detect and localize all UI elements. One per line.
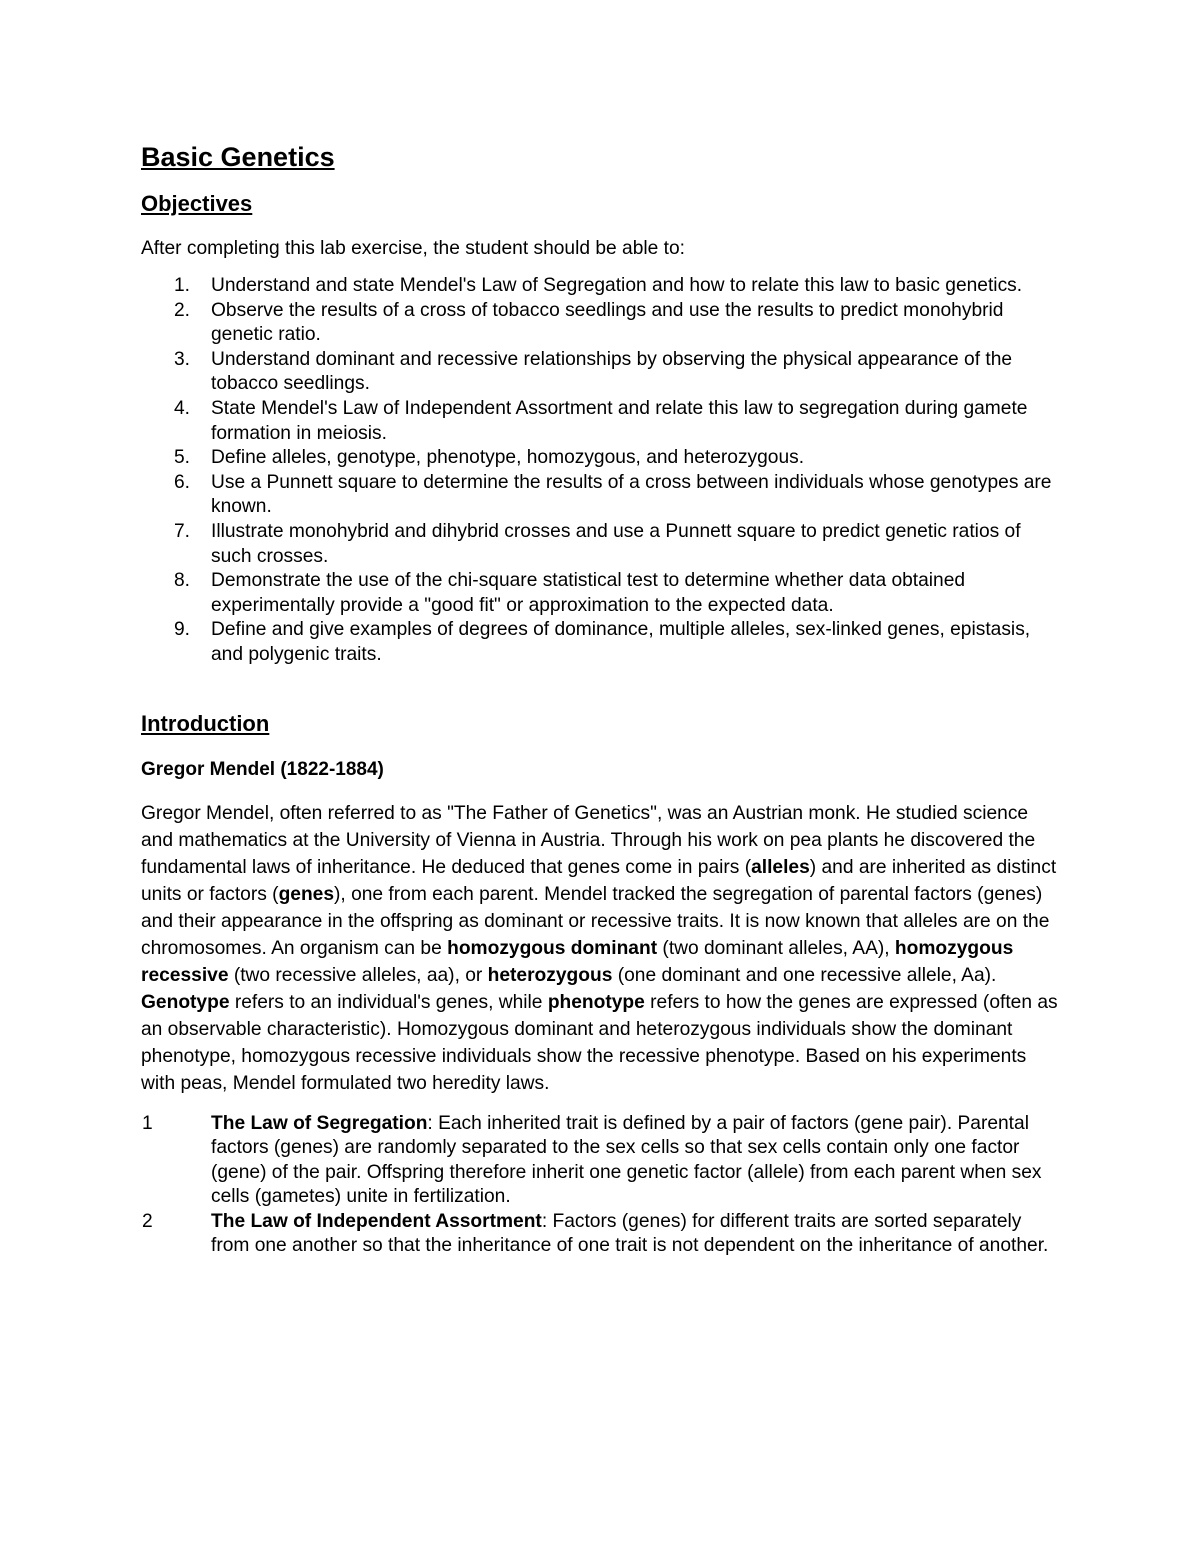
objective-item — [141, 274, 1063, 299]
objective-number: 3. — [174, 348, 191, 370]
objectives-heading: Objectives — [141, 191, 253, 216]
objective-text: Define alleles, genotype, phenotype, homozygous, and heterozygous. — [211, 447, 805, 469]
law-text: : Each inherited trait is defined by a pair of factors (gene pair). Parental factors (genes) are randomly separated to the sex cells so that sex cells contain only one factor (gene) of the pair. Offspring therefore inherit one genetic factor (allele) from each parent when sex cells (gametes) unite in fertilization. — [211, 1112, 1042, 1208]
objective-text: Illustrate monohybrid and dihybrid crosses and use a Punnett square to predict genetic ratios of such crosses. — [211, 520, 1021, 567]
term-genes: genes — [278, 883, 335, 905]
objective-text: Demonstrate the use of the chi-square statistical test to determine whether data obtained experimentally provide a "good fit" or approximation to the expected data. — [211, 570, 966, 616]
objective-text: State Mendel's Law of Independent Assortment and relate this law to segregation during gamete formation in meiosis. — [211, 397, 1028, 444]
laws-list — [141, 1112, 1063, 1260]
objective-text: Observe the results of a cross of tobacco seedlings and use the results to predict monohybrid genetic ratio. — [211, 299, 1004, 346]
term-alleles: alleles — [751, 856, 810, 878]
law-item — [141, 1210, 1063, 1259]
objective-item — [141, 446, 1063, 471]
law-item — [141, 1112, 1063, 1210]
paragraph-text: ) and are inherited as distinct units or factors ( — [141, 856, 1057, 905]
objective-number: 6. — [174, 471, 191, 493]
term-homozygous-recessive: homozygous recessive — [141, 937, 1014, 986]
law-name: The Law of Independent Assortment — [211, 1210, 542, 1232]
paragraph-text: refers to how the genes are expressed (often as an observable characteristic). Homozygous dominant and heterozygous individuals show the dominant phenotype, homozygous recessive individuals show the recessive phenotype. Based on his experiments with peas, Mendel formulated two heredity laws. — [141, 991, 1058, 1094]
objective-text: Understand and state Mendel's Law of Segregation and how to relate this law to basic genetics. — [211, 275, 1023, 296]
document-page — [141, 138, 1063, 1259]
term-genotype: Genotype — [141, 991, 230, 1013]
paragraph-text: refers to an individual's genes, while — [229, 991, 548, 1013]
objective-item — [141, 520, 1063, 569]
objectives-intro: After completing this lab exercise, the student should be able to: — [141, 238, 685, 259]
paragraph-text: (two recessive alleles, aa), or — [228, 964, 488, 986]
law-text: : Factors (genes) for different traits are sorted separately from one another so that the inheritance of one trait is not dependent on the inheritance of another. — [211, 1210, 1049, 1257]
objective-number: 4. — [174, 397, 191, 419]
document-title: Basic Genetics — [141, 142, 335, 172]
objective-item — [141, 299, 1063, 348]
law-number: 1 — [142, 1112, 153, 1134]
objective-number: 9. — [174, 619, 191, 641]
mendel-subheading: Gregor Mendel (1822-1884) — [141, 758, 384, 780]
objective-item — [141, 471, 1063, 520]
objective-item — [141, 397, 1063, 446]
objective-text: Use a Punnett square to determine the results of a cross between individuals whose genotypes are known. — [211, 471, 1052, 518]
paragraph-text: (two dominant alleles, AA), — [657, 937, 895, 959]
paragraph-text: (one dominant and one recessive allele, Aa). — [612, 964, 997, 986]
mendel-paragraph — [141, 800, 1063, 1097]
objective-number: 8. — [174, 570, 191, 592]
paragraph-text: ), one from each parent. Mendel tracked the segregation of parental factors (genes) and their appearance in the offspring as dominant or recessive traits. It is now known that alleles are on the chromosomes. An organism can be — [141, 883, 1050, 959]
objective-number: 7. — [174, 520, 191, 542]
objectives-list — [141, 274, 1063, 668]
objective-text: Define and give examples of degrees of dominance, multiple alleles, sex-linked genes, epistasis, and polygenic traits. — [211, 619, 1031, 665]
objective-number: 5. — [174, 447, 191, 469]
objective-item — [141, 618, 1063, 667]
introduction-heading: Introduction — [141, 710, 270, 736]
law-number: 2 — [142, 1210, 153, 1232]
objective-number: 1. — [174, 275, 191, 296]
term-homozygous-dominant: homozygous dominant — [447, 937, 658, 959]
law-name: The Law of Segregation — [211, 1112, 428, 1134]
term-phenotype: phenotype — [547, 991, 645, 1013]
objective-item — [141, 569, 1063, 618]
objective-number: 2. — [174, 299, 191, 321]
term-heterozygous: heterozygous — [487, 964, 613, 986]
objective-item — [141, 348, 1063, 397]
paragraph-text: Gregor Mendel, often referred to as "The Father of Genetics", was an Austrian monk. He studied science and mathematics at the University of Vienna in Austria. Through his work on pea plants he discovered the fundamental laws of inheritance. He deduced that genes come in pairs ( — [141, 802, 1036, 878]
objective-text: Understand dominant and recessive relationships by observing the physical appearance of the tobacco seedlings. — [211, 348, 1013, 395]
